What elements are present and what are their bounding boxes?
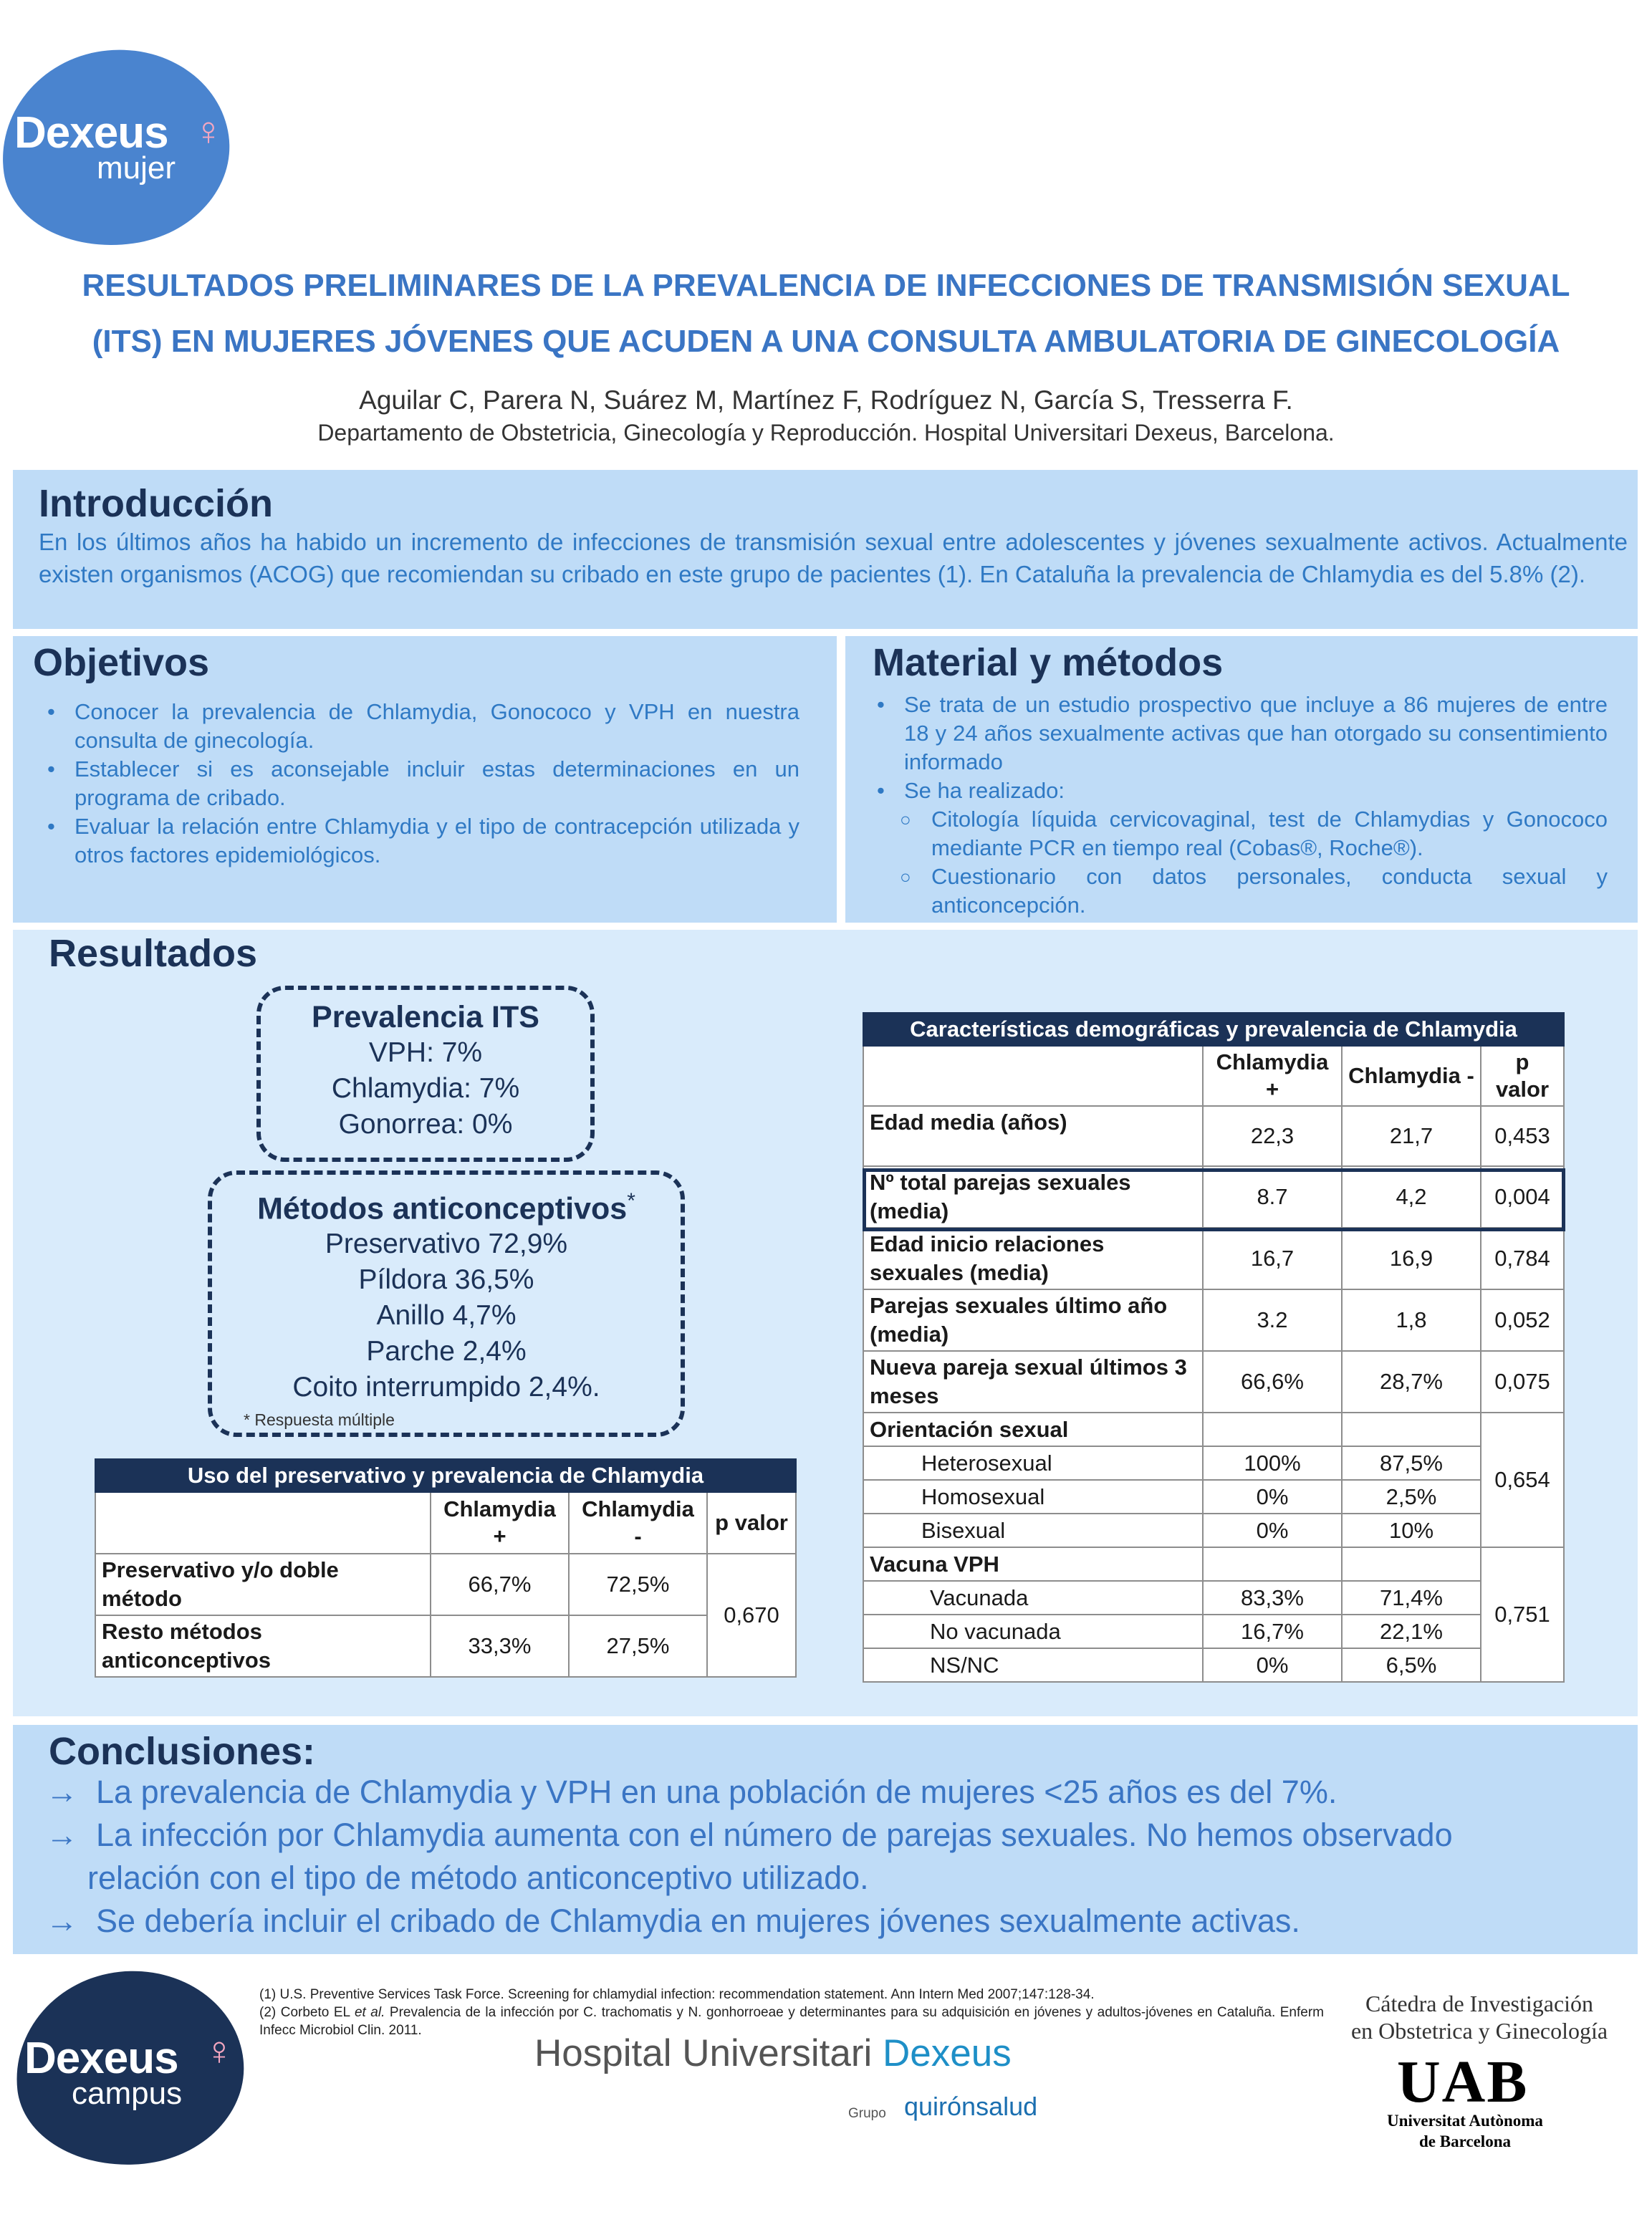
prevalencia-box bbox=[256, 986, 595, 1162]
table-row-label: Edad inicio relaciones sexuales (media) bbox=[863, 1228, 1203, 1289]
metodos-box-note: * Respuesta múltiple bbox=[244, 1410, 395, 1429]
metodo-subitem: ○ Citología líquida cervicovaginal, test de Chlamydias y Gonococo mediante PCR en tiempo real (Cobas®, Roche®). bbox=[870, 805, 1608, 862]
table-cell: 4,2 bbox=[1342, 1166, 1481, 1228]
conclusion-item: → La infección por Chlamydia aumenta con el número de parejas sexuales. No hemos observado bbox=[46, 1817, 1453, 1853]
conclusion-item: → La prevalencia de Chlamydia y VPH en una población de mujeres <25 años es del 7%. bbox=[46, 1774, 1338, 1810]
objetivo-item: • Establecer si es aconsejable incluir estas determinaciones en un programa de cribado. bbox=[40, 755, 799, 812]
table-cell: 0,075 bbox=[1481, 1351, 1564, 1413]
table-cell: 1,8 bbox=[1342, 1289, 1481, 1351]
metodos-box-line: Preservativo 72,9% bbox=[325, 1228, 568, 1260]
demografia-table bbox=[863, 1012, 1565, 1683]
table-cell: 0% bbox=[1203, 1514, 1342, 1547]
department: Departamento de Obstetricia, Ginecología y Reproducción. Hospital Universitari Dexeus, Barcelona. bbox=[317, 420, 1335, 446]
hospital-name: Hospital Universitari Dexeus bbox=[534, 2032, 1012, 2074]
reference-1: (1) U.S. Preventive Services Task Force. Screening for chlamydial infection: recommendation statement. Ann Intern Med 2007;147:128-34. bbox=[259, 1987, 1095, 2002]
table-cell: 0,004 bbox=[1481, 1166, 1564, 1228]
prevalencia-title: Prevalencia ITS bbox=[312, 1000, 539, 1034]
catedra-text: Cátedra de Investigación en Obstetrica y Ginecología bbox=[1350, 1991, 1608, 2044]
metodos-box-title: Métodos anticonceptivos* bbox=[257, 1189, 635, 1226]
table-row-label: NS/NC bbox=[863, 1648, 1203, 1682]
table-cell: 66,6% bbox=[1203, 1351, 1342, 1413]
table-row-label: Resto métodos anticonceptivos bbox=[95, 1615, 431, 1677]
metodos-box-line: Anillo 4,7% bbox=[376, 1300, 517, 1332]
authors: Aguilar C, Parera N, Suárez M, Martínez F, Rodríguez N, García S, Tresserra F. bbox=[359, 385, 1293, 415]
metodos-box-line: Parche 2,4% bbox=[366, 1336, 527, 1367]
table-header: Chlamydia + bbox=[431, 1492, 569, 1554]
conclusiones-heading: Conclusiones: bbox=[49, 1730, 316, 1773]
prevalencia-line: Gonorrea: 0% bbox=[338, 1109, 513, 1140]
metodo-item: • Se ha realizado: bbox=[870, 776, 1608, 805]
quironsalud-logo: quirónsalud bbox=[904, 2092, 1038, 2121]
reference-2: (2) Corbeto EL et al. Prevalencia de la infección por C. trachomatis y N. gonhorroeae y determinantes para su adquisición en jóvenes y adultos-jóvenes en Cataluña. Enferm Infecc Microbiol Clin. 2011. bbox=[259, 2005, 1324, 2038]
table-cell: 0% bbox=[1203, 1480, 1342, 1514]
table-cell bbox=[1203, 1413, 1342, 1446]
intro-heading: Introducción bbox=[39, 482, 273, 525]
venus-icon: ♀ bbox=[204, 2028, 234, 2073]
table-cell: 0,784 bbox=[1481, 1228, 1564, 1289]
logo-bottom-sub: campus bbox=[72, 2076, 183, 2111]
table-header: Chlamydia - bbox=[1342, 1046, 1481, 1106]
table-cell: 0,751 bbox=[1481, 1547, 1564, 1682]
metodos-anticonceptivos-box bbox=[208, 1170, 685, 1437]
table-cell: 10% bbox=[1342, 1514, 1481, 1547]
table-cell: 28,7% bbox=[1342, 1351, 1481, 1413]
table-row-label: Homosexual bbox=[863, 1480, 1203, 1514]
table-header: Chlamydia + bbox=[1203, 1046, 1342, 1106]
table-cell: 27,5% bbox=[569, 1615, 707, 1677]
poster-title bbox=[21, 258, 1631, 370]
table-header: Chlamydia - bbox=[569, 1492, 707, 1554]
table-corner bbox=[863, 1046, 1203, 1106]
venus-icon: ♀ bbox=[193, 108, 224, 153]
metodos-box-line: Coito interrumpido 2,4%. bbox=[292, 1372, 600, 1403]
prevalencia-line: VPH: 7% bbox=[368, 1037, 483, 1068]
table-cell: 3.2 bbox=[1203, 1289, 1342, 1351]
table-cell bbox=[1203, 1547, 1342, 1581]
intro-text: En los últimos años ha habido un incremento de infecciones de transmisión sexual entre adolescentes y jóvenes sexualmente activos. Actualmente existen organismos (ACOG) que recomiendan su cribado en este grupo de pacientes (1). En Cataluña la prevalencia de Chlamydia es del 5.8% (2). bbox=[39, 529, 1628, 587]
table-row-label: Bisexual bbox=[863, 1514, 1203, 1547]
metodo-subitem: ○ Cuestionario con datos personales, conducta sexual y anticoncepción. bbox=[870, 862, 1608, 920]
table-row-label: Heterosexual bbox=[863, 1446, 1203, 1480]
table-row-label: No vacunada bbox=[863, 1615, 1203, 1648]
table-cell: 22,3 bbox=[1203, 1106, 1342, 1166]
table-cell: 33,3% bbox=[431, 1615, 569, 1677]
table-row-label: Vacuna VPH bbox=[863, 1547, 1203, 1581]
table-row-label: Edad media (años) bbox=[863, 1106, 1203, 1166]
grupo-label: Grupo bbox=[848, 2106, 886, 2121]
table-header: p valor bbox=[707, 1492, 796, 1554]
table-cell: 66,7% bbox=[431, 1554, 569, 1615]
table-cell: 8.7 bbox=[1203, 1166, 1342, 1228]
table-cell: 16,9 bbox=[1342, 1228, 1481, 1289]
objetivos-list bbox=[40, 698, 799, 870]
metodos-box-line: Píldora 36,5% bbox=[358, 1264, 534, 1296]
title-line-1: RESULTADOS PRELIMINARES DE LA PREVALENCIA DE INFECCIONES DE TRANSMISIÓN SEXUAL bbox=[82, 268, 1570, 303]
table-cell: 100% bbox=[1203, 1446, 1342, 1480]
table-row-label: Orientación sexual bbox=[863, 1413, 1203, 1446]
table-corner bbox=[95, 1492, 431, 1554]
conclusion-item-cont: relación con el tipo de método anticonceptivo utilizado. bbox=[87, 1860, 869, 1896]
table-cell: 83,3% bbox=[1203, 1581, 1342, 1615]
uab-logo: UAB bbox=[1397, 2049, 1529, 2115]
table-title: Uso del preservativo y prevalencia de Chlamydia bbox=[95, 1459, 796, 1492]
table-cell: 0,654 bbox=[1481, 1413, 1564, 1547]
table-cell: 6,5% bbox=[1342, 1648, 1481, 1682]
table-row-label: Vacunada bbox=[863, 1581, 1203, 1615]
table-cell: 71,4% bbox=[1342, 1581, 1481, 1615]
table-cell: 21,7 bbox=[1342, 1106, 1481, 1166]
logo-bottom-word: Dexeus bbox=[24, 2034, 178, 2083]
table-row-label: Preservativo y/o doble método bbox=[95, 1554, 431, 1615]
table-cell: 2,5% bbox=[1342, 1480, 1481, 1514]
table-title: Características demográficas y prevalencia de Chlamydia bbox=[863, 1013, 1564, 1046]
conclusiones-list bbox=[46, 1771, 1622, 1943]
objetivo-item: • Conocer la prevalencia de Chlamydia, Gonococo y VPH en nuestra consulta de ginecología. bbox=[40, 698, 799, 755]
prevalencia-line: Chlamydia: 7% bbox=[331, 1073, 520, 1104]
objetivos-heading: Objetivos bbox=[33, 641, 210, 684]
metodos-list bbox=[870, 691, 1608, 920]
table-cell: 0,453 bbox=[1481, 1106, 1564, 1166]
uab-name: Universitat Autònoma de Barcelona bbox=[1387, 2112, 1543, 2150]
title-line-2: (ITS) EN MUJERES JÓVENES QUE ACUDEN A UNA CONSULTA AMBULATORIA DE GINECOLOGÍA bbox=[92, 324, 1560, 359]
highlighted-row-outline bbox=[863, 1168, 1565, 1231]
table-row-label: Nueva pareja sexual últimos 3 meses bbox=[863, 1351, 1203, 1413]
objetivo-item: • Evaluar la relación entre Chlamydia y el tipo de contracepción utilizada y otros factores epidemiológicos. bbox=[40, 812, 799, 870]
table-cell bbox=[1342, 1413, 1481, 1446]
resultados-heading: Resultados bbox=[49, 932, 258, 975]
conclusion-item: → Se debería incluir el cribado de Chlamydia en mujeres jóvenes sexualmente activas. bbox=[46, 1903, 1300, 1939]
table-cell: 16,7 bbox=[1203, 1228, 1342, 1289]
table-cell: 0% bbox=[1203, 1648, 1342, 1682]
table-cell: 22,1% bbox=[1342, 1615, 1481, 1648]
logo-top-sub: mujer bbox=[97, 150, 176, 186]
metodo-item: • Se trata de un estudio prospectivo que incluye a 86 mujeres de entre 18 y 24 años sexualmente activas que han otorgado su consentimiento informado bbox=[870, 691, 1608, 776]
table-cell: 16,7% bbox=[1203, 1615, 1342, 1648]
table-cell: 0,052 bbox=[1481, 1289, 1564, 1351]
table-header: p valor bbox=[1481, 1046, 1564, 1106]
metodos-heading: Material y métodos bbox=[873, 641, 1224, 684]
table-cell: 87,5% bbox=[1342, 1446, 1481, 1480]
logo-top-word: Dexeus bbox=[14, 108, 168, 158]
table-row-label: Nº total parejas sexuales (media) bbox=[863, 1166, 1203, 1228]
table-cell bbox=[1342, 1547, 1481, 1581]
uso-preservativo-table bbox=[95, 1458, 797, 1678]
table-cell: 72,5% bbox=[569, 1554, 707, 1615]
table-cell: 0,670 bbox=[707, 1554, 796, 1677]
table-row-label: Parejas sexuales último año (media) bbox=[863, 1289, 1203, 1351]
